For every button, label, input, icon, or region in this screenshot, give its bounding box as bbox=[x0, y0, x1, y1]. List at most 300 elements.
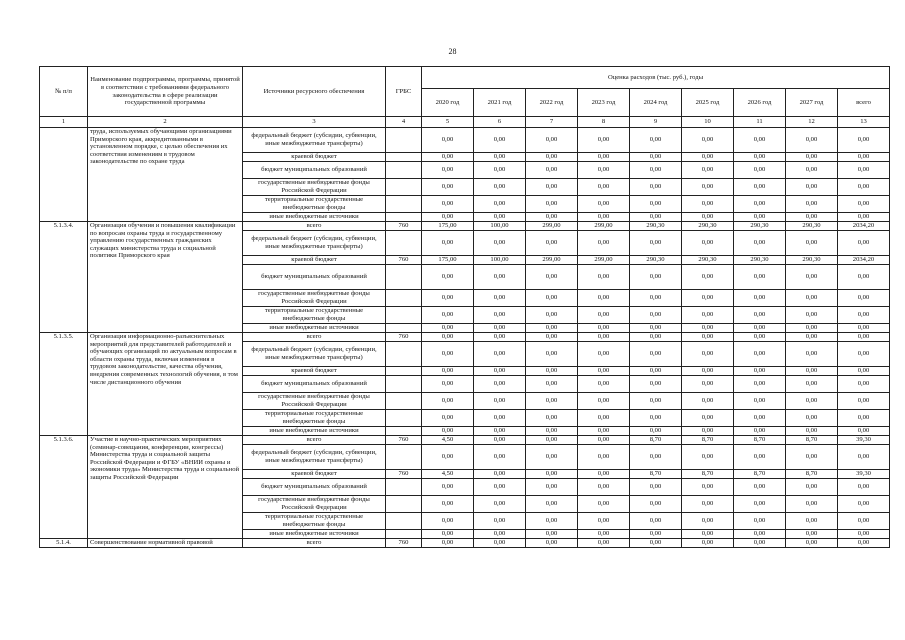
amount-cell: 0,00 bbox=[474, 290, 526, 307]
funding-source: государственные внебюджетные фонды Российской Федерации bbox=[243, 496, 386, 513]
amount-cell: 0,00 bbox=[422, 333, 474, 342]
amount-cell: 0,00 bbox=[578, 530, 630, 539]
amount-cell: 0,00 bbox=[838, 265, 890, 290]
amount-cell: 0,00 bbox=[474, 231, 526, 256]
column-number: 7 bbox=[526, 117, 578, 128]
amount-cell: 39,30 bbox=[838, 470, 890, 479]
amount-cell: 0,00 bbox=[578, 128, 630, 153]
header-year: всего bbox=[838, 89, 890, 117]
amount-cell: 0,00 bbox=[682, 342, 734, 367]
amount-cell: 0,00 bbox=[838, 213, 890, 222]
amount-cell: 0,00 bbox=[838, 410, 890, 427]
amount-cell: 0,00 bbox=[786, 162, 838, 179]
amount-cell: 0,00 bbox=[682, 213, 734, 222]
amount-cell: 0,00 bbox=[838, 333, 890, 342]
amount-cell: 0,00 bbox=[578, 479, 630, 496]
funding-source: территориальные государственные внебюджетные фонды bbox=[243, 307, 386, 324]
amount-cell: 0,00 bbox=[734, 376, 786, 393]
header-year: 2020 год bbox=[422, 89, 474, 117]
column-number: 13 bbox=[838, 117, 890, 128]
amount-cell: 0,00 bbox=[526, 265, 578, 290]
amount-cell: 0,00 bbox=[526, 436, 578, 445]
amount-cell: 299,00 bbox=[578, 256, 630, 265]
amount-cell: 0,00 bbox=[474, 307, 526, 324]
amount-cell: 0,00 bbox=[422, 265, 474, 290]
table-header bbox=[40, 67, 890, 128]
amount-cell: 0,00 bbox=[474, 333, 526, 342]
funding-source: бюджет муниципальных образований bbox=[243, 162, 386, 179]
amount-cell: 0,00 bbox=[682, 179, 734, 196]
amount-cell: 0,00 bbox=[422, 410, 474, 427]
funding-source: иные внебюджетные источники bbox=[243, 427, 386, 436]
amount-cell: 0,00 bbox=[630, 496, 682, 513]
grbs-code bbox=[386, 162, 422, 179]
amount-cell: 0,00 bbox=[422, 153, 474, 162]
amount-cell: 0,00 bbox=[786, 333, 838, 342]
amount-cell: 0,00 bbox=[682, 128, 734, 153]
grbs-code bbox=[386, 367, 422, 376]
amount-cell: 0,00 bbox=[734, 265, 786, 290]
table-row bbox=[40, 128, 890, 153]
amount-cell: 0,00 bbox=[786, 513, 838, 530]
column-number: 9 bbox=[630, 117, 682, 128]
amount-cell: 0,00 bbox=[682, 479, 734, 496]
amount-cell: 0,00 bbox=[526, 539, 578, 548]
funding-source: иные внебюджетные источники bbox=[243, 213, 386, 222]
amount-cell: 0,00 bbox=[578, 470, 630, 479]
amount-cell: 0,00 bbox=[474, 445, 526, 470]
amount-cell: 0,00 bbox=[526, 162, 578, 179]
column-number: 10 bbox=[682, 117, 734, 128]
funding-source: бюджет муниципальных образований bbox=[243, 376, 386, 393]
amount-cell: 0,00 bbox=[786, 496, 838, 513]
amount-cell: 0,00 bbox=[474, 213, 526, 222]
item-name: труда, используемых обучающими организациями Приморского края, аккредитованными в установленном порядке, с целью обеспечения их соответствия изменениям в трудовом законодательстве по охране труда bbox=[88, 128, 243, 222]
amount-cell: 0,00 bbox=[838, 513, 890, 530]
amount-cell: 0,00 bbox=[474, 162, 526, 179]
amount-cell: 0,00 bbox=[682, 376, 734, 393]
funding-source: бюджет муниципальных образований bbox=[243, 265, 386, 290]
table-row bbox=[40, 333, 890, 342]
amount-cell: 0,00 bbox=[526, 393, 578, 410]
table-row bbox=[40, 222, 890, 231]
amount-cell: 0,00 bbox=[630, 367, 682, 376]
amount-cell: 8,70 bbox=[682, 470, 734, 479]
amount-cell: 0,00 bbox=[526, 367, 578, 376]
amount-cell: 0,00 bbox=[526, 427, 578, 436]
amount-cell: 0,00 bbox=[682, 445, 734, 470]
amount-cell: 0,00 bbox=[526, 307, 578, 324]
amount-cell: 0,00 bbox=[734, 153, 786, 162]
amount-cell: 0,00 bbox=[734, 196, 786, 213]
amount-cell: 0,00 bbox=[526, 196, 578, 213]
amount-cell: 0,00 bbox=[838, 496, 890, 513]
amount-cell: 290,30 bbox=[682, 222, 734, 231]
amount-cell: 0,00 bbox=[578, 513, 630, 530]
amount-cell: 0,00 bbox=[526, 513, 578, 530]
amount-cell: 0,00 bbox=[630, 307, 682, 324]
amount-cell: 0,00 bbox=[578, 162, 630, 179]
funding-source: иные внебюджетные источники bbox=[243, 324, 386, 333]
amount-cell: 0,00 bbox=[422, 162, 474, 179]
amount-cell: 0,00 bbox=[838, 479, 890, 496]
amount-cell: 0,00 bbox=[526, 333, 578, 342]
amount-cell: 0,00 bbox=[838, 393, 890, 410]
amount-cell: 0,00 bbox=[474, 496, 526, 513]
amount-cell: 0,00 bbox=[682, 530, 734, 539]
amount-cell: 175,00 bbox=[422, 222, 474, 231]
amount-cell: 290,30 bbox=[682, 256, 734, 265]
funding-source: краевой бюджет bbox=[243, 256, 386, 265]
grbs-code: 760 bbox=[386, 436, 422, 445]
amount-cell: 0,00 bbox=[422, 496, 474, 513]
header-sources: Источники ресурсного обеспечения bbox=[243, 67, 386, 117]
amount-cell: 100,00 bbox=[474, 256, 526, 265]
amount-cell: 0,00 bbox=[682, 513, 734, 530]
funding-source: иные внебюджетные источники bbox=[243, 530, 386, 539]
amount-cell: 0,00 bbox=[474, 324, 526, 333]
grbs-code bbox=[386, 496, 422, 513]
amount-cell: 0,00 bbox=[578, 427, 630, 436]
amount-cell: 0,00 bbox=[734, 496, 786, 513]
amount-cell: 0,00 bbox=[630, 231, 682, 256]
amount-cell: 0,00 bbox=[422, 530, 474, 539]
amount-cell: 0,00 bbox=[474, 196, 526, 213]
amount-cell: 8,70 bbox=[734, 470, 786, 479]
amount-cell: 4,50 bbox=[422, 436, 474, 445]
amount-cell: 0,00 bbox=[526, 530, 578, 539]
grbs-code bbox=[386, 179, 422, 196]
grbs-code bbox=[386, 376, 422, 393]
amount-cell: 0,00 bbox=[786, 179, 838, 196]
funding-source: федеральный бюджет (субсидии, субвенции, иные межбюджетные трансферты) bbox=[243, 231, 386, 256]
amount-cell: 0,00 bbox=[734, 513, 786, 530]
amount-cell: 2034,20 bbox=[838, 256, 890, 265]
grbs-code bbox=[386, 265, 422, 290]
amount-cell: 0,00 bbox=[734, 427, 786, 436]
header-year: 2026 год bbox=[734, 89, 786, 117]
header-year: 2021 год bbox=[474, 89, 526, 117]
item-number: 5.1.4. bbox=[40, 539, 88, 548]
amount-cell: 8,70 bbox=[734, 436, 786, 445]
amount-cell: 8,70 bbox=[786, 470, 838, 479]
amount-cell: 0,00 bbox=[682, 393, 734, 410]
amount-cell: 0,00 bbox=[526, 153, 578, 162]
amount-cell: 0,00 bbox=[578, 539, 630, 548]
amount-cell: 0,00 bbox=[682, 307, 734, 324]
amount-cell: 0,00 bbox=[786, 231, 838, 256]
amount-cell: 0,00 bbox=[682, 333, 734, 342]
amount-cell: 0,00 bbox=[734, 445, 786, 470]
grbs-code bbox=[386, 393, 422, 410]
amount-cell: 0,00 bbox=[786, 213, 838, 222]
amount-cell: 0,00 bbox=[682, 231, 734, 256]
grbs-code bbox=[386, 128, 422, 153]
amount-cell: 0,00 bbox=[734, 342, 786, 367]
amount-cell: 0,00 bbox=[474, 530, 526, 539]
amount-cell: 0,00 bbox=[734, 231, 786, 256]
grbs-code: 760 bbox=[386, 222, 422, 231]
grbs-code: 760 bbox=[386, 539, 422, 548]
column-number: 5 bbox=[422, 117, 474, 128]
funding-source: территориальные государственные внебюджетные фонды bbox=[243, 410, 386, 427]
amount-cell: 0,00 bbox=[786, 530, 838, 539]
amount-cell: 0,00 bbox=[734, 128, 786, 153]
amount-cell: 0,00 bbox=[630, 530, 682, 539]
amount-cell: 0,00 bbox=[838, 376, 890, 393]
item-number: 5.1.3.6. bbox=[40, 436, 88, 539]
amount-cell: 0,00 bbox=[838, 367, 890, 376]
amount-cell: 0,00 bbox=[422, 128, 474, 153]
amount-cell: 0,00 bbox=[838, 196, 890, 213]
amount-cell: 0,00 bbox=[838, 153, 890, 162]
amount-cell: 0,00 bbox=[630, 410, 682, 427]
amount-cell: 0,00 bbox=[526, 376, 578, 393]
amount-cell: 0,00 bbox=[838, 290, 890, 307]
amount-cell: 0,00 bbox=[786, 376, 838, 393]
header-year: 2023 год bbox=[578, 89, 630, 117]
amount-cell: 0,00 bbox=[578, 324, 630, 333]
amount-cell: 0,00 bbox=[526, 342, 578, 367]
amount-cell: 0,00 bbox=[630, 179, 682, 196]
amount-cell: 0,00 bbox=[630, 162, 682, 179]
table-body bbox=[40, 128, 890, 548]
funding-source: государственные внебюджетные фонды Российской Федерации bbox=[243, 179, 386, 196]
amount-cell: 0,00 bbox=[578, 342, 630, 367]
amount-cell: 0,00 bbox=[630, 376, 682, 393]
amount-cell: 0,00 bbox=[786, 479, 838, 496]
amount-cell: 290,30 bbox=[786, 256, 838, 265]
amount-cell: 0,00 bbox=[422, 342, 474, 367]
item-name: Организация обучения и повышения квалификации по вопросам охраны труда и государственному управлению государственных гражданских служащих министерства труда и социальной политики Приморского края bbox=[88, 222, 243, 333]
table-row bbox=[40, 436, 890, 445]
header-num: № п/п bbox=[40, 67, 88, 117]
amount-cell: 0,00 bbox=[734, 410, 786, 427]
amount-cell: 0,00 bbox=[838, 307, 890, 324]
amount-cell: 299,00 bbox=[578, 222, 630, 231]
amount-cell: 290,30 bbox=[630, 222, 682, 231]
amount-cell: 0,00 bbox=[838, 530, 890, 539]
column-number: 8 bbox=[578, 117, 630, 128]
funding-source: бюджет муниципальных образований bbox=[243, 479, 386, 496]
page-number: 28 bbox=[448, 47, 457, 56]
amount-cell: 2034,20 bbox=[838, 222, 890, 231]
amount-cell: 0,00 bbox=[474, 513, 526, 530]
header-year: 2024 год bbox=[630, 89, 682, 117]
column-number: 1 bbox=[40, 117, 88, 128]
grbs-code bbox=[386, 307, 422, 324]
header-grbs: ГРБС bbox=[386, 67, 422, 117]
grbs-code bbox=[386, 513, 422, 530]
amount-cell: 0,00 bbox=[422, 427, 474, 436]
amount-cell: 0,00 bbox=[630, 333, 682, 342]
amount-cell: 299,00 bbox=[526, 222, 578, 231]
funding-source: краевой бюджет bbox=[243, 367, 386, 376]
amount-cell: 0,00 bbox=[422, 393, 474, 410]
amount-cell: 0,00 bbox=[786, 324, 838, 333]
amount-cell: 0,00 bbox=[838, 231, 890, 256]
grbs-code bbox=[386, 445, 422, 470]
amount-cell: 0,00 bbox=[526, 179, 578, 196]
amount-cell: 0,00 bbox=[734, 367, 786, 376]
column-number: 6 bbox=[474, 117, 526, 128]
amount-cell: 0,00 bbox=[838, 324, 890, 333]
amount-cell: 0,00 bbox=[422, 290, 474, 307]
funding-source: федеральный бюджет (субсидии, субвенции, иные межбюджетные трансферты) bbox=[243, 342, 386, 367]
funding-source: всего bbox=[243, 539, 386, 548]
amount-cell: 0,00 bbox=[474, 179, 526, 196]
amount-cell: 0,00 bbox=[578, 307, 630, 324]
amount-cell: 0,00 bbox=[526, 410, 578, 427]
amount-cell: 0,00 bbox=[786, 445, 838, 470]
amount-cell: 39,30 bbox=[838, 436, 890, 445]
amount-cell: 8,70 bbox=[630, 470, 682, 479]
item-name: Совершенствование нормативной правовой bbox=[88, 539, 243, 548]
grbs-code bbox=[386, 231, 422, 256]
amount-cell: 0,00 bbox=[422, 179, 474, 196]
amount-cell: 290,30 bbox=[786, 222, 838, 231]
amount-cell: 0,00 bbox=[630, 513, 682, 530]
amount-cell: 0,00 bbox=[474, 470, 526, 479]
amount-cell: 0,00 bbox=[474, 153, 526, 162]
column-number: 3 bbox=[243, 117, 386, 128]
amount-cell: 0,00 bbox=[578, 410, 630, 427]
item-number: 5.1.3.5. bbox=[40, 333, 88, 436]
funding-source: государственные внебюджетные фонды Российской Федерации bbox=[243, 290, 386, 307]
amount-cell: 0,00 bbox=[578, 393, 630, 410]
amount-cell: 0,00 bbox=[630, 290, 682, 307]
amount-cell: 0,00 bbox=[682, 427, 734, 436]
amount-cell: 0,00 bbox=[526, 213, 578, 222]
amount-cell: 0,00 bbox=[422, 231, 474, 256]
amount-cell: 0,00 bbox=[786, 307, 838, 324]
amount-cell: 0,00 bbox=[578, 290, 630, 307]
amount-cell: 0,00 bbox=[786, 410, 838, 427]
amount-cell: 0,00 bbox=[474, 342, 526, 367]
amount-cell: 0,00 bbox=[578, 367, 630, 376]
amount-cell: 0,00 bbox=[578, 153, 630, 162]
amount-cell: 0,00 bbox=[838, 445, 890, 470]
amount-cell: 0,00 bbox=[838, 128, 890, 153]
amount-cell: 0,00 bbox=[630, 196, 682, 213]
amount-cell: 0,00 bbox=[630, 479, 682, 496]
amount-cell: 0,00 bbox=[422, 445, 474, 470]
item-number bbox=[40, 128, 88, 222]
amount-cell: 0,00 bbox=[838, 179, 890, 196]
amount-cell: 0,00 bbox=[578, 496, 630, 513]
amount-cell: 0,00 bbox=[786, 393, 838, 410]
amount-cell: 0,00 bbox=[630, 427, 682, 436]
amount-cell: 290,30 bbox=[734, 256, 786, 265]
funding-source: всего bbox=[243, 333, 386, 342]
item-name: Организация информационно-разъяснительных мероприятий для представителей работодателей и обучающих организаций по актуальным вопросам в области охраны труда, включая изменения в трудовом законодательстве, качества обучения, внедрения современных технологий обучения, в том числе дистанционного обучения bbox=[88, 333, 243, 436]
amount-cell: 0,00 bbox=[526, 496, 578, 513]
grbs-code: 760 bbox=[386, 333, 422, 342]
amount-cell: 0,00 bbox=[838, 342, 890, 367]
amount-cell: 0,00 bbox=[734, 479, 786, 496]
amount-cell: 0,00 bbox=[786, 342, 838, 367]
grbs-code bbox=[386, 196, 422, 213]
amount-cell: 0,00 bbox=[682, 539, 734, 548]
amount-cell: 100,00 bbox=[474, 222, 526, 231]
grbs-code bbox=[386, 324, 422, 333]
amount-cell: 290,30 bbox=[734, 222, 786, 231]
amount-cell: 0,00 bbox=[630, 128, 682, 153]
amount-cell: 0,00 bbox=[474, 436, 526, 445]
amount-cell: 0,00 bbox=[734, 530, 786, 539]
funding-source: территориальные государственные внебюджетные фонды bbox=[243, 513, 386, 530]
amount-cell: 0,00 bbox=[682, 367, 734, 376]
amount-cell: 0,00 bbox=[526, 470, 578, 479]
amount-cell: 0,00 bbox=[630, 213, 682, 222]
amount-cell: 0,00 bbox=[630, 153, 682, 162]
header-year: 2025 год bbox=[682, 89, 734, 117]
funding-source: федеральный бюджет (субсидии, субвенции, иные межбюджетные трансферты) bbox=[243, 128, 386, 153]
amount-cell: 0,00 bbox=[526, 128, 578, 153]
amount-cell: 0,00 bbox=[422, 196, 474, 213]
amount-cell: 8,70 bbox=[630, 436, 682, 445]
amount-cell: 0,00 bbox=[734, 179, 786, 196]
amount-cell: 0,00 bbox=[474, 427, 526, 436]
amount-cell: 0,00 bbox=[474, 393, 526, 410]
amount-cell: 0,00 bbox=[526, 324, 578, 333]
amount-cell: 0,00 bbox=[578, 436, 630, 445]
amount-cell: 0,00 bbox=[578, 265, 630, 290]
amount-cell: 4,50 bbox=[422, 470, 474, 479]
amount-cell: 0,00 bbox=[474, 539, 526, 548]
amount-cell: 0,00 bbox=[786, 196, 838, 213]
amount-cell: 0,00 bbox=[838, 427, 890, 436]
amount-cell: 0,00 bbox=[734, 213, 786, 222]
amount-cell: 0,00 bbox=[786, 539, 838, 548]
grbs-code bbox=[386, 153, 422, 162]
amount-cell: 0,00 bbox=[682, 153, 734, 162]
amount-cell: 8,70 bbox=[682, 436, 734, 445]
amount-cell: 0,00 bbox=[682, 290, 734, 307]
amount-cell: 0,00 bbox=[578, 213, 630, 222]
grbs-code bbox=[386, 213, 422, 222]
amount-cell: 0,00 bbox=[422, 367, 474, 376]
header-name: Наименование подпрограммы, программы, принятой в соответствии с требованиями федерального законодательства в сфере реализации государственной программы bbox=[88, 67, 243, 117]
funding-source: территориальные государственные внебюджетные фонды bbox=[243, 196, 386, 213]
amount-cell: 0,00 bbox=[786, 265, 838, 290]
amount-cell: 0,00 bbox=[630, 265, 682, 290]
amount-cell: 0,00 bbox=[474, 128, 526, 153]
grbs-code: 760 bbox=[386, 256, 422, 265]
funding-source: всего bbox=[243, 436, 386, 445]
grbs-code bbox=[386, 427, 422, 436]
amount-cell: 0,00 bbox=[422, 213, 474, 222]
funding-source: всего bbox=[243, 222, 386, 231]
amount-cell: 0,00 bbox=[786, 128, 838, 153]
amount-cell: 0,00 bbox=[682, 496, 734, 513]
grbs-code bbox=[386, 290, 422, 307]
amount-cell: 0,00 bbox=[838, 162, 890, 179]
item-number: 5.1.3.4. bbox=[40, 222, 88, 333]
grbs-code bbox=[386, 410, 422, 427]
amount-cell: 0,00 bbox=[682, 265, 734, 290]
amount-cell: 0,00 bbox=[734, 539, 786, 548]
amount-cell: 0,00 bbox=[526, 290, 578, 307]
funding-source: краевой бюджет bbox=[243, 470, 386, 479]
expenditure-table bbox=[39, 66, 890, 548]
amount-cell: 0,00 bbox=[786, 153, 838, 162]
grbs-code bbox=[386, 342, 422, 367]
funding-source: краевой бюджет bbox=[243, 153, 386, 162]
column-number: 12 bbox=[786, 117, 838, 128]
amount-cell: 0,00 bbox=[422, 479, 474, 496]
amount-cell: 0,00 bbox=[474, 410, 526, 427]
